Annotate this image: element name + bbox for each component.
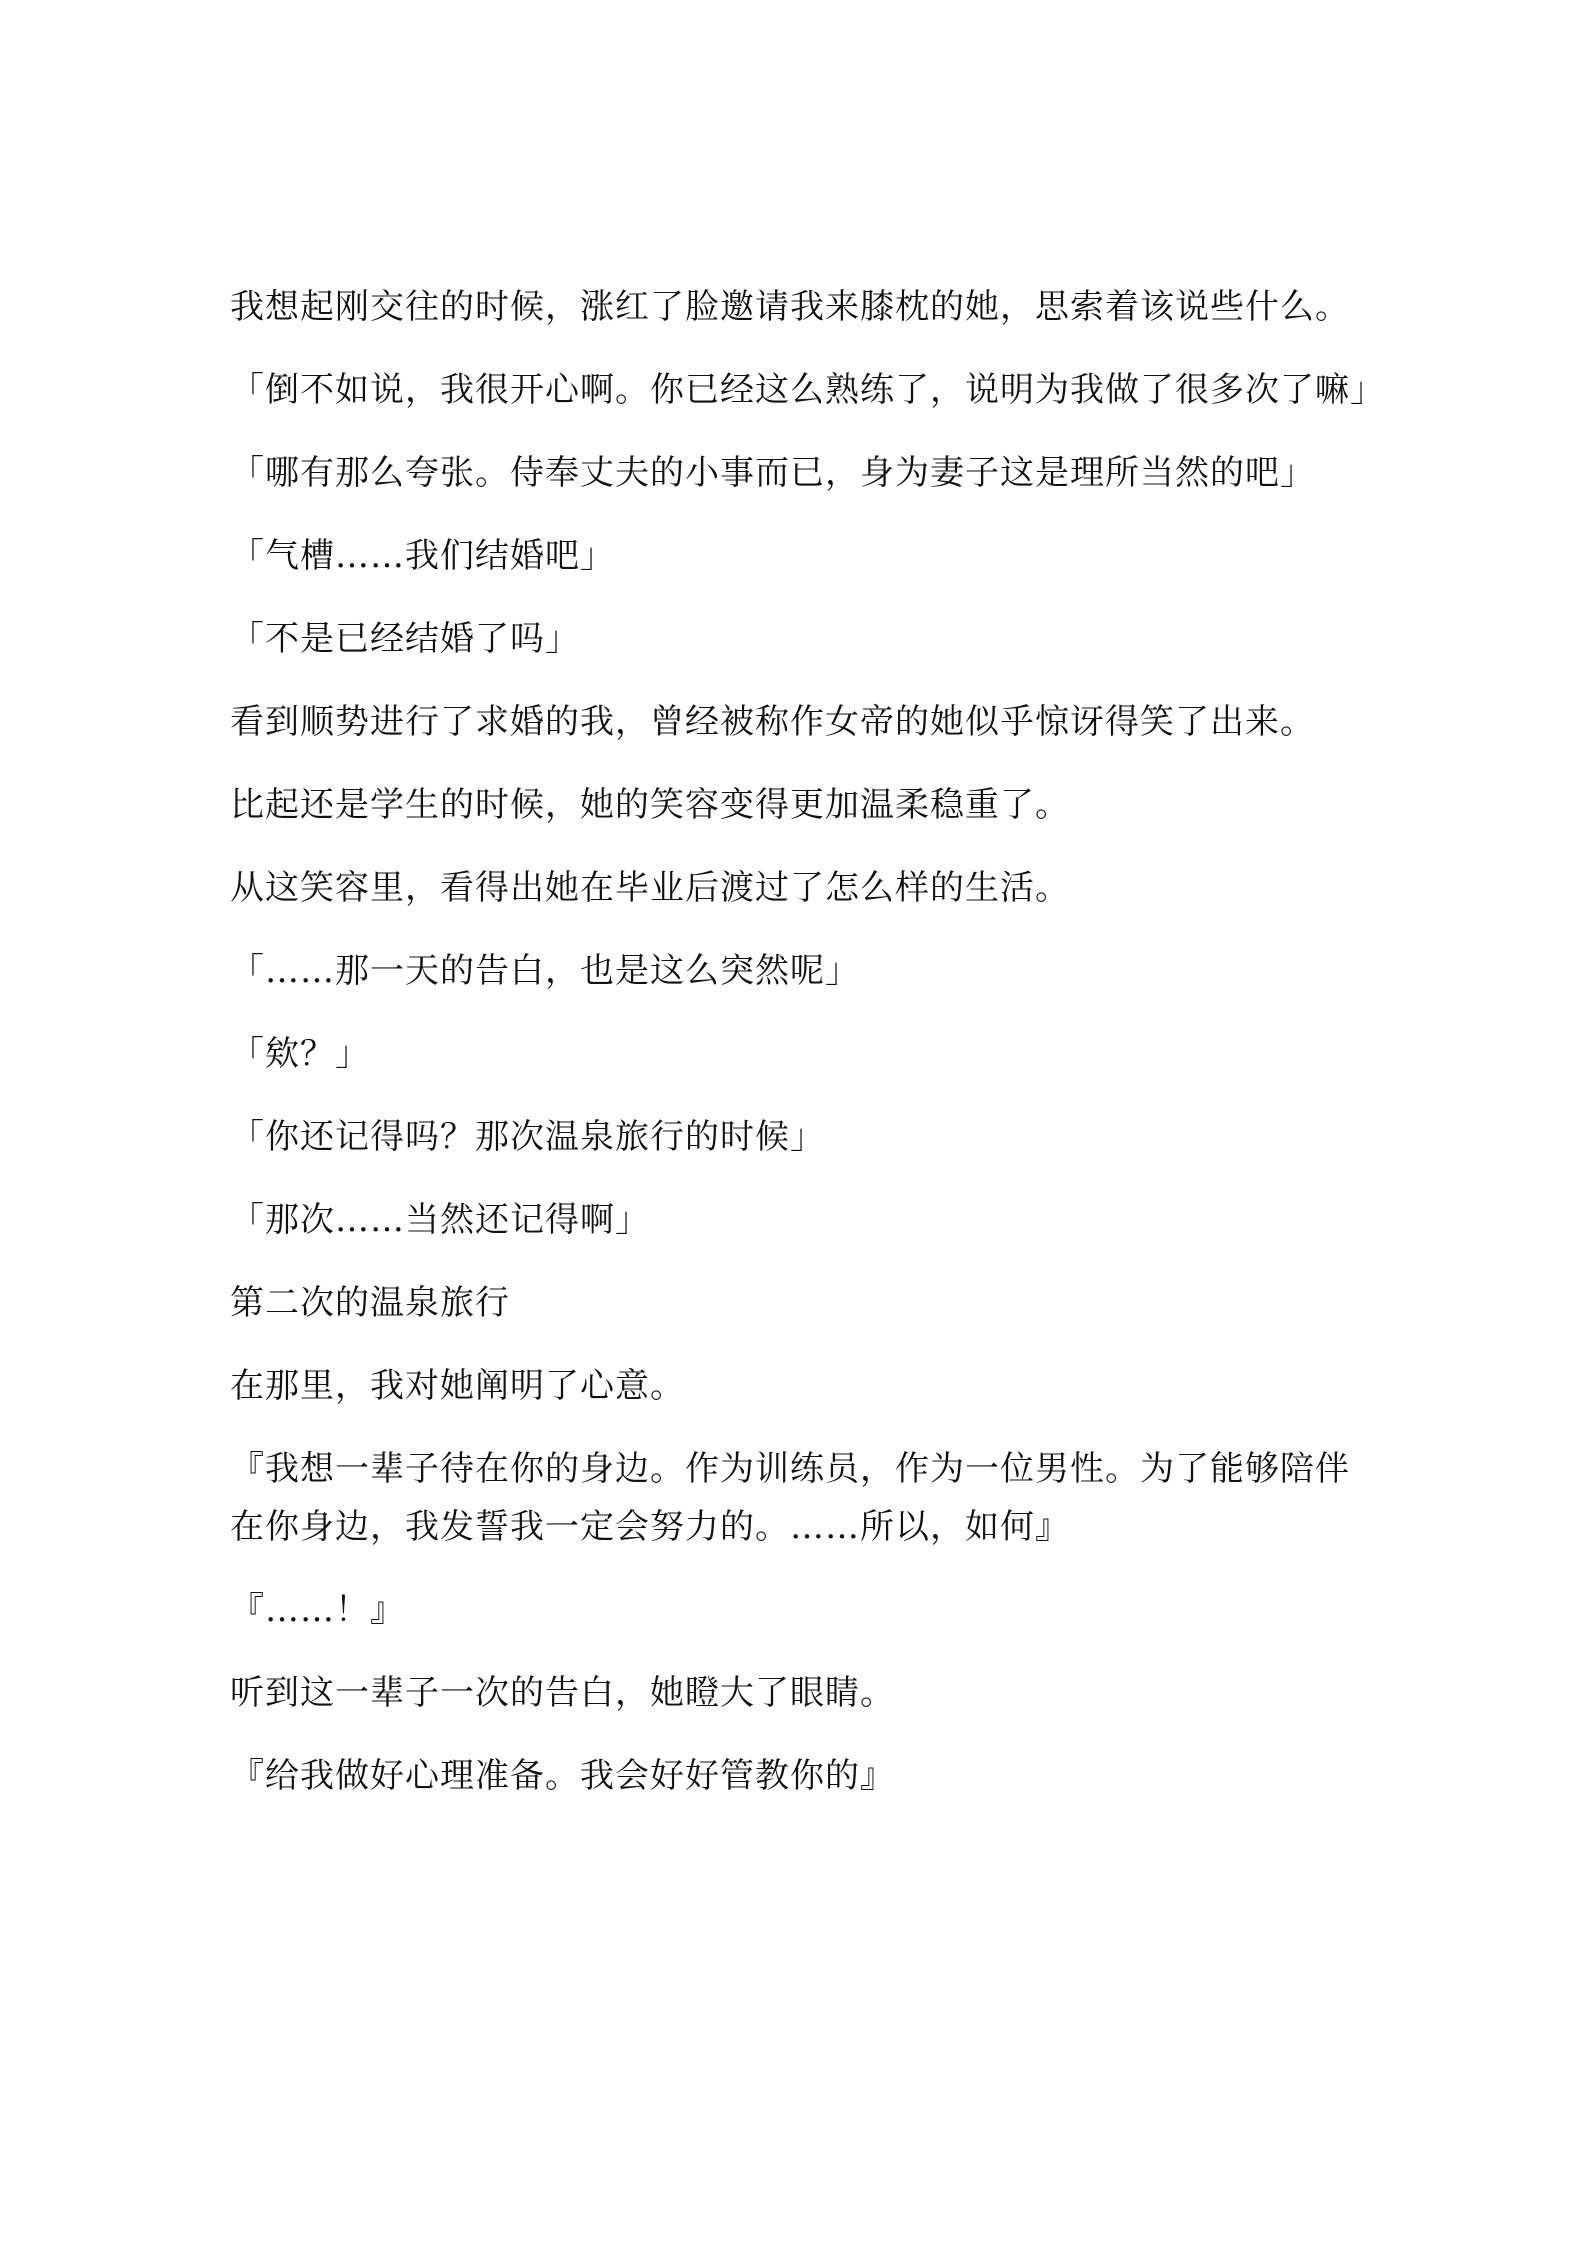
paragraph-16: 『……！』 — [230, 1590, 405, 1630]
paragraph-18: 『给我做好心理准备。我会好好管教你的』 — [230, 1756, 895, 1796]
document-body — [230, 278, 1385, 1830]
paragraph-11: 「你还记得吗？那次温泉旅行的时候」 — [230, 1117, 825, 1157]
paragraph-1: 我想起刚交往的时候，涨红了脸邀请我来膝枕的她，思索着该说些什么。 — [230, 287, 1350, 327]
paragraph-15: 『我想一辈子待在你的身边。作为训练员，作为一位男性。为了能够陪伴在你身边，我发誓我一定会努力的。……所以，如何』 — [230, 1449, 1350, 1547]
paragraph-4: 「气槽……我们结婚吧」 — [230, 536, 615, 576]
paragraph-6: 看到顺势进行了求婚的我，曾经被称作女帝的她似乎惊讶得笑了出来。 — [230, 702, 1315, 742]
paragraph-2: 「倒不如说，我很开心啊。你已经这么熟练了，说明为我做了很多次了嘛」 — [230, 370, 1385, 410]
paragraph-3: 「哪有那么夸张。侍奉丈夫的小事而已，身为妻子这是理所当然的吧」 — [230, 453, 1315, 493]
paragraph-8: 从这笑容里，看得出她在毕业后渡过了怎么样的生活。 — [230, 868, 1070, 908]
paragraph-14: 在那里，我对她阐明了心意。 — [230, 1366, 685, 1406]
paragraph-12: 「那次……当然还记得啊」 — [230, 1200, 650, 1240]
paragraph-9: 「……那一天的告白，也是这么突然呢」 — [230, 951, 860, 991]
paragraph-5: 「不是已经结婚了吗」 — [230, 619, 580, 659]
paragraph-13: 第二次的温泉旅行 — [230, 1283, 510, 1323]
paragraph-17: 听到这一辈子一次的告白，她瞪大了眼睛。 — [230, 1673, 895, 1713]
paragraph-7: 比起还是学生的时候，她的笑容变得更加温柔稳重了。 — [230, 785, 1070, 825]
paragraph-10: 「欸？」 — [230, 1034, 370, 1074]
